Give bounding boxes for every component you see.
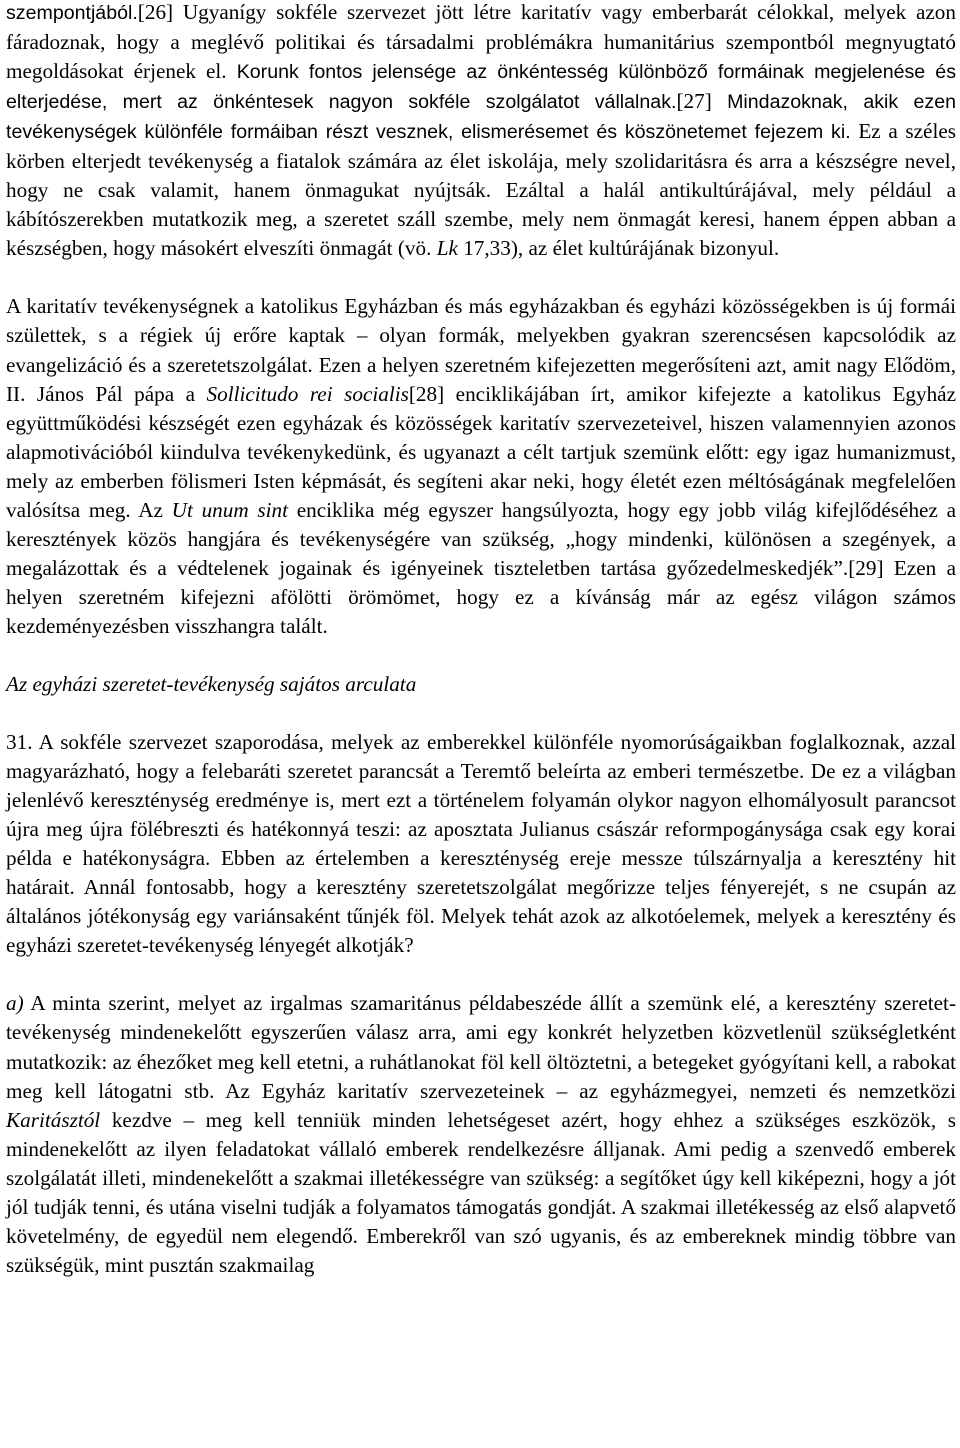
text-run: kezdve – meg kell tenniük minden lehetségeset azért, hogy ehhez a szükséges eszközök, s mindenekelőtt az ilyen feladatokat vállaló emberek rendelkezésre álljanak. Ami pedig a szenvedő emberek szolgálatát illeti, mindenekelőtt a szakmai illetékességre van szükség: a segítőket úgy kell kiképezni, hogy a jót jól tudják tenni, és utána viselni tudják a folyamatos támogatás gondját. A szakmai illetékesség az első alapvető követelmény, de egyedül nem elegendő. Emberekről van szó ugyanis, és az embereknek mindig többre van szükségük, mint pusztán szakmailag	[6, 1107, 956, 1277]
text-run: enciklikájában írt, amikor kifejezte a katolikus Egyház együttműködési készségét ezen egyházak és közösségek karitatív szervezeteivel, hiszen valamennyien azonos alapmotivációból kiindulva tevékenykedünk, és ugyanazt a célt tartjuk szemünk előtt: egy igaz humanizmust, mely az emberben fölismeri Isten képmását, és segíteni akar neki, hogy életét ezen méltóságának megfelelően valósítsa meg. Az	[6, 381, 956, 522]
paragraph-gap	[6, 960, 956, 989]
text-run: A karitatív tevékenységnek a katolikus Egyházban és más egyházakban és egyházi közösségekben is új formái születtek, s a régiek új erőre kaptak – olyan formák, melyekben gyakran szerencsésen kapcsolódik az evangelizáció és a szeretetszolgálat. Ezen a helyen szeretném kifejezetten megerősíteni azt, amit nagy Elődöm, II. János Pál pápa a	[6, 294, 956, 406]
paragraph-1	[6, 0, 956, 263]
scripture-ref: Lk	[436, 236, 458, 261]
paragraph-a	[6, 989, 956, 1279]
footnote-ref-27: [27]	[676, 89, 712, 114]
text-run: Mindazoknak, akik ezen tevékenységek különféle formáiban részt vesznek, elismerésemet és köszönetemet fejezem ki.	[6, 91, 956, 144]
document-page	[6, 0, 956, 1280]
footnote-ref-26: [26]	[137, 0, 174, 24]
text-run: Korunk fontos jelensége az önkéntesség különböző formáinak megjelenése és elterjedése, mert az önkéntesek nagyon sokféle szolgálatot vállalnak.	[6, 61, 957, 114]
text-run: Ez a széles körben elterjedt tevékenység a fiatalok számára az élet iskolája, mely szolidaritásra és arra a készségre nevel, hogy ne csak valamit, hanem önmagukat nyújtsák. Ezáltal a halál antikultúrájával, mely például a kábítószerekben mutatkozik meg, a szeretet száll szembe, mely nem önmagát keresi, hanem éppen abban a készségben, hogy másokért elveszíti önmagát (vö.	[6, 119, 956, 261]
paragraph-2	[6, 292, 956, 641]
text-run: 17,33), az élet kultúrájának bizonyul.	[457, 236, 780, 261]
encyclical-title: Sollicitudo rei socialis	[206, 381, 409, 406]
footnote-ref-28: [28]	[408, 381, 445, 406]
text-run: Ugyanígy sokféle szervezet jött létre karitatív vagy emberbarát célokkal, melyek azon fáradoznak, hogy a meglévő politikai és társadalmi problémákra humanitárius szempontból megnyugtató megoldásokat érjenek el.	[6, 0, 956, 84]
list-marker: a)	[6, 991, 24, 1016]
text-run: A minta szerint, melyet az irgalmas szamaritánus példabeszéde állít a szemünk elé, a keresztény szeretet-tevékenység mindenekelőtt egyszerűen válasz arra, ami egy konkrét helyzetben közvetlenül szükségletként mutatkozik: az éhezőket meg kell etetni, a ruhátlanokat föl kell öltöztetni, a betegeket gyógyítani kell, a rabokat meg kell látogatni stb. Az Egyház karitatív szervezeteinek – az egyházmegyei, nemzeti és nemzetközi	[6, 991, 956, 1103]
section-heading: Az egyházi szeretet-tevékenység sajátos arculata	[6, 671, 417, 696]
text-run: szempontjából.	[6, 2, 138, 24]
text-run: Ezen a helyen szeretném kifejezni afölötti örömömet, hogy ez a kívánság már az egész világon számos kezdeményezésben visszhangra talált.	[6, 555, 957, 638]
paragraph-31: 31. A sokféle szervezet szaporodása, melyek az emberekkel különféle nyomorúságaikban foglalkoznak, azzal magyarázható, hogy a felebaráti szeretet parancsát a Teremtő beleírta az emberi természetbe. De ez a világban jelenlévő kereszténység eredménye is, mert ezt a történelem folyamán olykor nagyon elhomályosult parancsot újra meg újra fölébreszti és hatékonnyá teszi: az aposztata Julianus császár reformpogánysága csak egy korai példa e hatékonyságra. Ebben az értelemben a kereszténység ereje messze túlszárnyalja a keresztény hit határait. Annál fontosabb, hogy a keresztény szeretetszolgálat megőrizze teljes fényerejét, s ne csupán az általános jótékonyság egy variánsaként tűnjék föl. Melyek tehát azok az alkotóelemek, melyek a keresztény és egyházi szeretet-tevékenység lényegét alkotják?	[6, 730, 956, 958]
footnote-ref-29: [29]	[848, 555, 884, 580]
encyclical-title: Ut unum sint	[171, 497, 288, 522]
organization-name: Karitásztól	[6, 1107, 101, 1132]
text-run: enciklika még egyszer hangsúlyozta, hogy egy jobb világ kifejlődéséhez a keresztények közös hangjára és tevékenységére van szükség, „hogy mindenki, különösen a szegények, a megalázottak és a védtelenek jogainak és igényeinek tiszteletben tartása győzedelmeskedjék”.	[6, 497, 956, 580]
paragraph-gap	[6, 699, 956, 728]
paragraph-gap	[6, 263, 956, 292]
paragraph-gap	[6, 641, 956, 670]
